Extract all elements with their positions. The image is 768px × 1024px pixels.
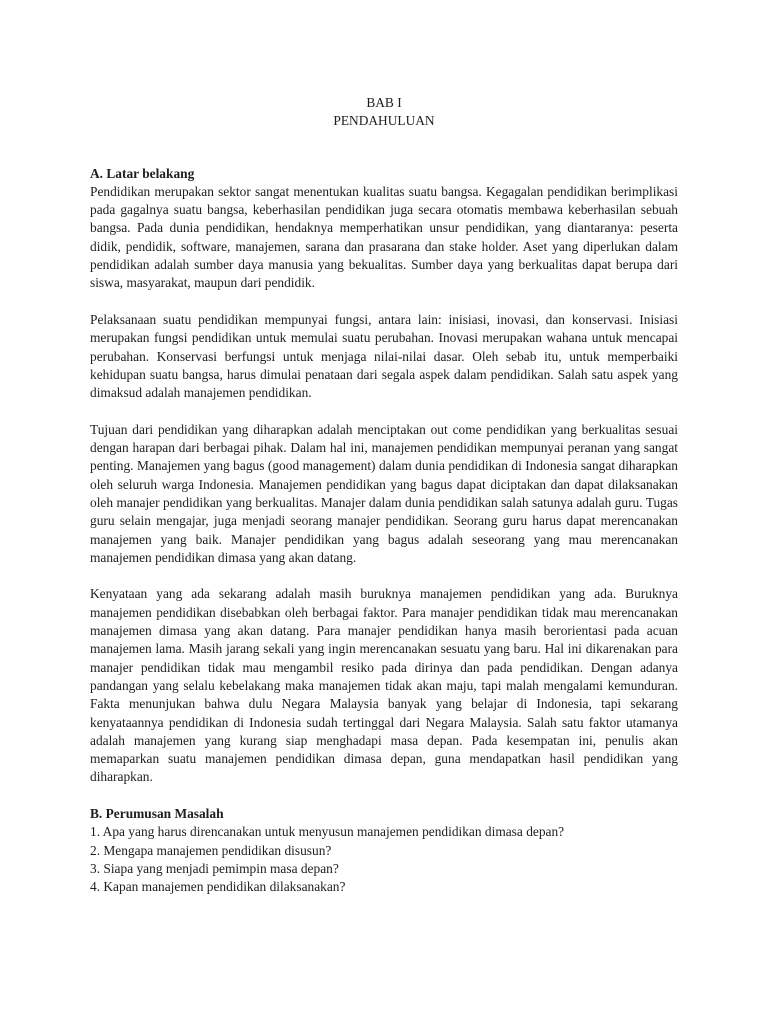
chapter-title: PENDAHULUAN (333, 113, 435, 129)
section-b-heading: B. Perumusan Masalah (90, 805, 224, 821)
list-item: 4. Kapan manajemen pendidikan dilaksanakan? (90, 879, 346, 895)
chapter-number: BAB I (366, 95, 402, 110)
section-a-heading: A. Latar belakang (90, 165, 195, 181)
paragraph: Pelaksanaan suatu pendidikan mempunyai fungsi, antara lain: inisiasi, inovasi, dan konservasi. Inisiasi merupakan fungsi pendidikan untuk memulai suatu perubahan. Inovasi merupakan wahana untuk mencapai perubahan. Konservasi berfungsi untuk menjaga nilai-nilai dasar. Oleh sebab itu, untuk memperbaiki kehidupan suatu bangsa, harus dimulai penataan dari segala aspek dalam pendidikan. Salah satu aspek yang dimaksud adalah manajemen pendidikan. (90, 311, 678, 401)
paragraph: Tujuan dari pendidikan yang diharapkan adalah menciptakan out come pendidikan yang berkualitas sesuai dengan harapan dari berbagai pihak. Dalam hal ini, manajemen pendidikan mempunyai peranan yang sangat penting. Manajemen yang bagus (good management) dalam dunia pendidikan di Indonesia sangat diharapkan oleh seluruh warga Indonesia. Manajemen pendidikan yang bagus dapat diciptakan dan dapat dilaksanakan oleh manajer pendidikan yang berkualitas. Manajer dalam dunia pendidikan salah satunya adalah guru. Tugas guru selain mengajar, juga menjadi seorang manajer pendidikan. Seorang guru harus dapat merencanakan manajemen yang baik. Manajer pendidikan yang bagus adalah seseorang yang mau merencanakan manajemen pendidikan dimasa yang akan datang. (90, 421, 678, 565)
paragraph: Pendidikan merupakan sektor sangat menentukan kualitas suatu bangsa. Kegagalan pendidikan berimplikasi pada gagalnya suatu bangsa, keberhasilan pendidikan juga secara otomatis membawa keberhasilan sebuah bangsa. Pada dunia pendidikan, hendaknya memperhatikan unsur pendidikan, yang diantaranya: peserta didik, pendidik, software, manajemen, sarana dan prasarana dan stake holder. Aset yang diperlukan dalam pendidikan adalah sumber daya manusia yang bekualitas. Sumber daya yang berkualitas dapat berupa dari siswa, masyarakat, maupun dari pendidik. (90, 183, 678, 291)
list-item: 1. Apa yang harus direncanakan untuk menyusun manajemen pendidikan dimasa depan? (90, 824, 565, 840)
section-perumusan-masalah (90, 805, 678, 896)
list-item: 3. Siapa yang menjadi pemimpin masa depan? (90, 860, 339, 876)
list-item: 2. Mengapa manajemen pendidikan disusun? (90, 842, 332, 858)
document-page (90, 94, 678, 896)
paragraph: Kenyataan yang ada sekarang adalah masih buruknya manajemen pendidikan yang ada. Buruknya manajemen pendidikan disebabkan oleh berbagai faktor. Para manajer pendidikan tidak mau merencanakan manajemen dimasa yang akan datang. Para manajer pendidikan hanya masih berorientasi pada acuan manajemen lama. Masih jarang sekali yang ingin merencanakan sesuatu yang baru. Hal ini dikarenakan para manajer pendidikan tidak mau mengambil resiko pada dirinya dan pada pendidikan. Dengan adanya pandangan yang selalu kebelakang maka manajemen tidak akan maju, tapi malah mengalami kemunduran. Fakta menunjukan bahwa dulu Negara Malaysia banyak yang belajar di Indonesia, tapi sekarang kenyataannya pendidikan di Indonesia sudah tertinggal dari Negara Malaysia. Salah satu faktor utamanya adalah manajemen yang kurang siap menghadapi masa depan. Pada kesempatan ini, penulis akan memaparkan suatu manajemen pendidikan dimasa depan, guna mendapatkan hasil pendidikan yang diharapkan. (90, 586, 678, 785)
question-list (90, 823, 678, 896)
section-latar-belakang (90, 165, 678, 787)
title-spacer (90, 131, 678, 165)
